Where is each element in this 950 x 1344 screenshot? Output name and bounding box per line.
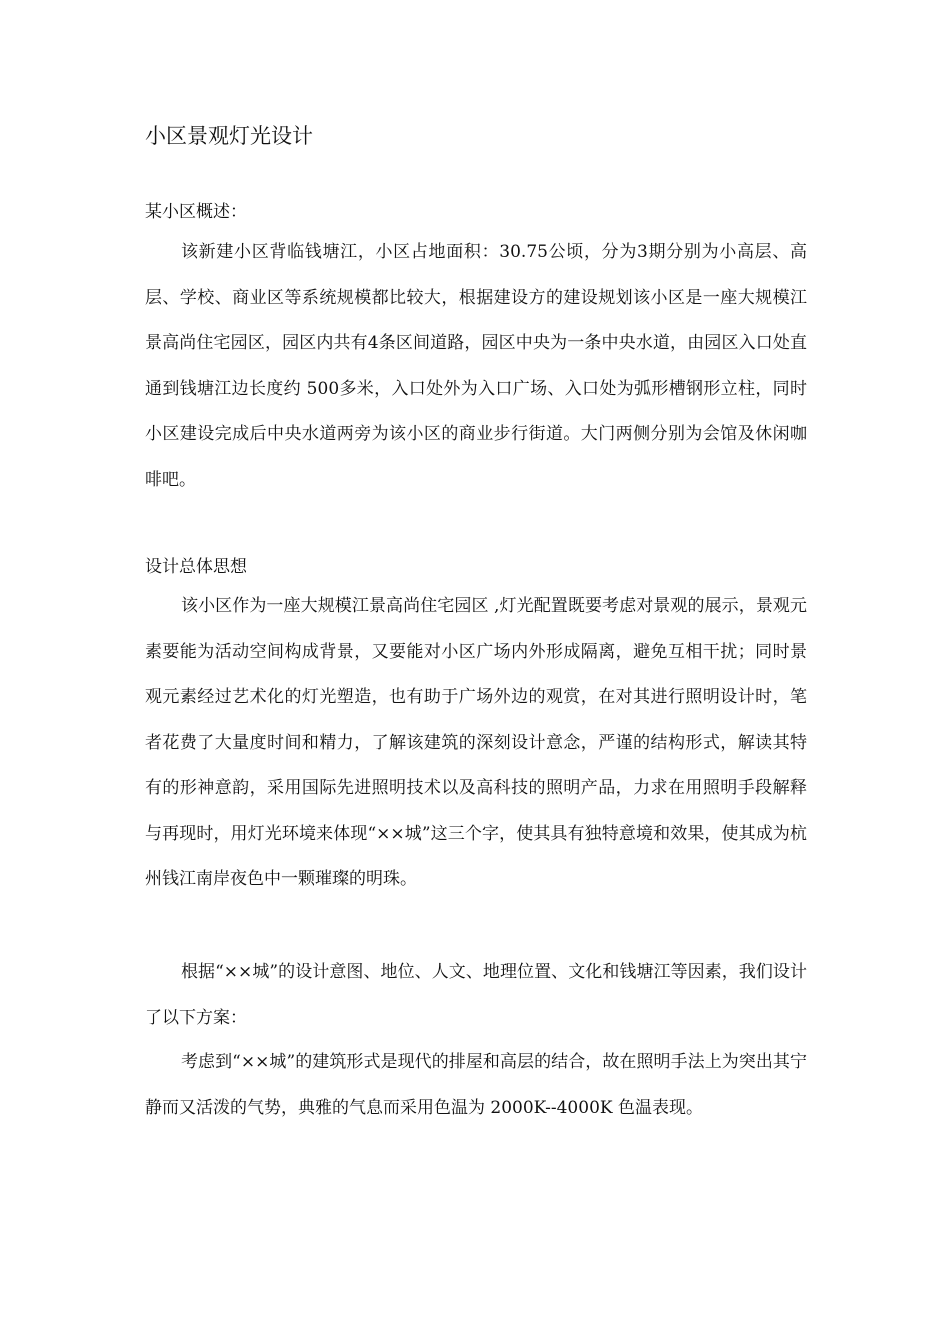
section-heading-design-concept: 设计总体思想 bbox=[145, 557, 247, 577]
color-temperature-paragraph: 考虑到“××城”的建筑形式是现代的排屋和高层的结合，故在照明手法上为突出其宁静而又活泼的气势，典雅的气息而采用色温为 2000K--4000K 色温表现。 bbox=[145, 1052, 807, 1118]
section-heading-overview: 某小区概述： bbox=[145, 202, 247, 222]
design-concept-paragraph: 该小区作为一座大规模江景高尚住宅园区 ,灯光配置既要考虑对景观的展示，景观元素要能为活动空间构成背景，又要能对小区广场内外形成隔离，避免互相干扰；同时景观元素经过艺术化的灯光塑造，也有助于广场外边的观赏，在对其进行照明设计时，笔者花费了大量度时间和精力，了解该建筑的深刻设计意念，严谨的结构形式，解读其特有的形神意韵，采用国际先进照明技术以及高科技的照明产品，力求在用照明手段解释与再现时，用灯光环境来体现“××城”这三个字，使其具有独特意境和效果，使其成为杭州钱江南岸夜色中一颗璀璨的明珠。 bbox=[145, 596, 807, 889]
overview-paragraph: 该新建小区背临钱塘江，小区占地面积：30.75公顷，分为3期分别为小高层、高层、学校、商业区等系统规模都比较大，根据建设方的建设规划该小区是一座大规模江景高尚住宅园区，园区内共有4条区间道路，园区中央为一条中央水道，由园区入口处直通到钱塘江边长度约 500多米，入口处外为入口广场、入口处为弧形槽钢形立柱，同时小区建设完成后中央水道两旁为该小区的商业步行街道。大门两侧分别为会馆及休闲咖啡吧。 bbox=[145, 242, 807, 490]
document-title: 小区景观灯光设计 bbox=[145, 124, 313, 148]
design-plan-paragraph: 根据“××城”的设计意图、地位、人文、地理位置、文化和钱塘江等因素，我们设计了以下方案： bbox=[145, 962, 807, 1028]
